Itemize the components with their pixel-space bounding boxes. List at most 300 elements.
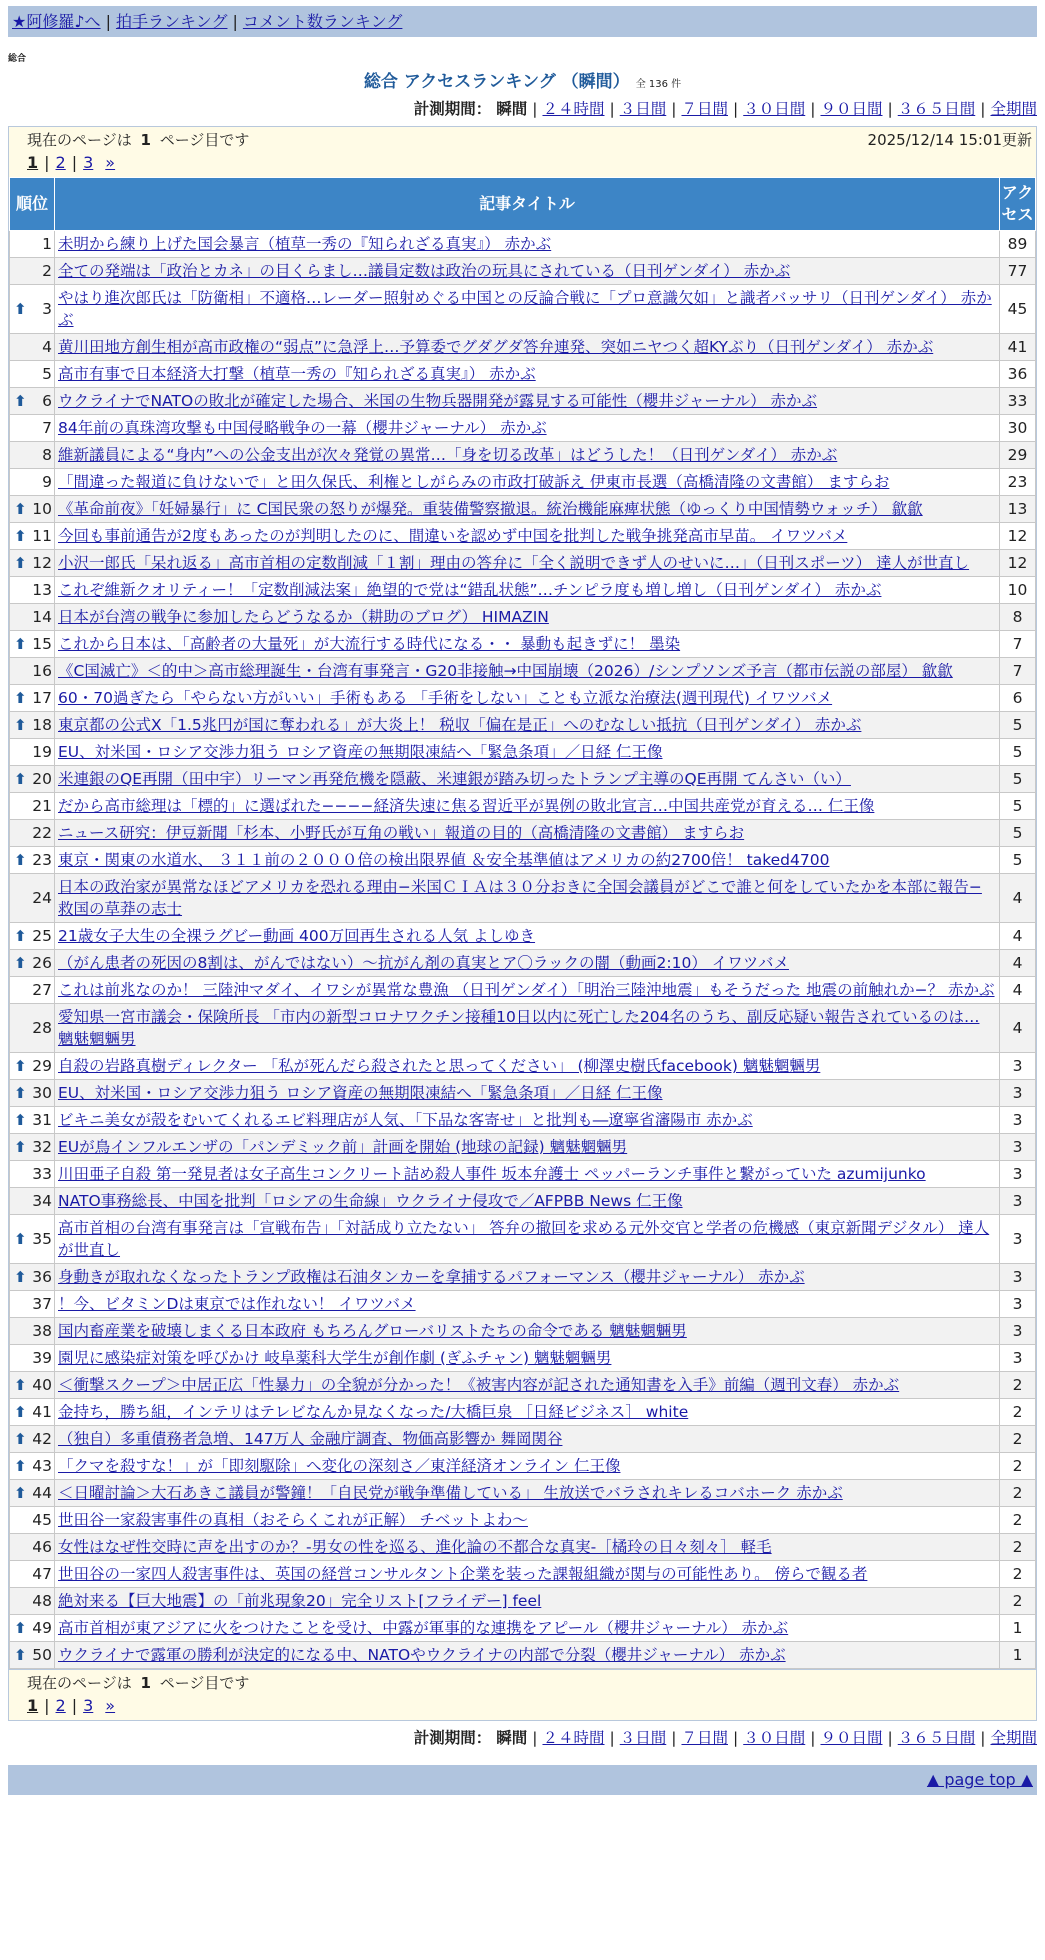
rank-cell — [10, 258, 55, 285]
article-link[interactable]: 金持ち，勝ち組，インテリはテレビなんか見なくなった/大橋巨泉 ［日経ビジネス］ white — [58, 1403, 689, 1421]
rank-up-arrow-icon: ⬆ — [14, 1484, 27, 1502]
table-row — [10, 1107, 1036, 1134]
title-cell — [55, 1399, 1000, 1426]
footer-bar — [8, 1765, 1037, 1795]
title-cell — [55, 1426, 1000, 1453]
rank-number: 8 — [42, 446, 52, 464]
rank-cell — [10, 1615, 55, 1642]
access-count: 13 — [1000, 496, 1036, 523]
page-info-bottom-panel — [8, 1670, 1037, 1721]
article-link[interactable]: 小沢一郎氏「呆れ返る」高市首相の定数削減「１割」理由の答弁に「全く説明できず人のせいに…」（日刊スポーツ） 達人が世直し — [58, 554, 970, 572]
table-row — [10, 712, 1036, 739]
rank-up-arrow-icon: ⬆ — [14, 1619, 27, 1637]
rank-up-arrow-icon: ⬆ — [14, 1084, 27, 1102]
article-link[interactable]: 84年前の真珠湾攻撃も中国侵略戦争の一幕（櫻井ジャーナル） 赤かぶ — [58, 419, 547, 437]
rank-number: 3 — [42, 300, 52, 318]
rank-up-arrow-icon: ⬆ — [14, 1268, 27, 1286]
period-link-90d[interactable]: ９０日間 — [820, 1729, 883, 1747]
title-cell — [55, 1534, 1000, 1561]
period-label: 計測期間： — [413, 100, 492, 118]
article-link[interactable]: 東京・関東の水道水、 ３１１前の２０００倍の検出限界値 ＆安全基準値はアメリカの約2700倍！ taked4700 — [58, 851, 830, 869]
rank-cell — [10, 285, 55, 334]
title-cell — [55, 712, 1000, 739]
rank-cell — [10, 1453, 55, 1480]
rank-number: 46 — [32, 1538, 52, 1556]
comment-ranking-link[interactable]: コメント数ランキング — [242, 12, 403, 31]
total-count: 全 136 件 — [635, 79, 682, 90]
title-cell — [55, 685, 1000, 712]
article-link[interactable]: 維新議員による“身内”への公金支出が次々発覚の異常…「身を切る改革」はどうした！（日刊ゲンダイ） 赤かぶ — [58, 446, 838, 464]
table-row — [10, 1426, 1036, 1453]
rank-cell — [10, 1588, 55, 1615]
access-count: 3 — [1000, 1318, 1036, 1345]
article-link[interactable]: これから日本は、「高齢者の大量死」が大流行する時代になる・・ 暴動も起きずに！ 墨染 — [58, 635, 681, 653]
period-link-all[interactable]: 全期間 — [990, 1729, 1037, 1747]
access-count: 7 — [1000, 658, 1036, 685]
access-count: 1 — [1000, 1642, 1036, 1669]
table-row — [10, 1534, 1036, 1561]
rank-number: 33 — [32, 1165, 52, 1183]
top-navigation-bar — [8, 6, 1037, 37]
period-link-365d[interactable]: ３６５日間 — [897, 1729, 976, 1747]
article-link[interactable]: 未明から練り上げた国会暴言（植草一秀の『知られざる真実』） 赤かぶ — [58, 235, 552, 253]
period-link-365d[interactable]: ３６５日間 — [897, 100, 976, 118]
article-link[interactable]: ビキニ美女が殻をむいてくれるエビ料理店が人気、「下品な客寄せ」と批判も―遼寧省瀋陽市 赤かぶ — [58, 1111, 753, 1129]
rank-number: 7 — [42, 419, 52, 437]
ranking-rows — [10, 231, 1036, 1669]
rank-number: 28 — [32, 1019, 52, 1037]
table-row — [10, 1134, 1036, 1161]
rank-number: 48 — [32, 1592, 52, 1610]
rank-cell — [10, 685, 55, 712]
rank-up-arrow-icon: ⬆ — [14, 954, 27, 972]
rank-cell — [10, 1264, 55, 1291]
pager-next[interactable]: » — [105, 1696, 116, 1715]
article-link[interactable]: 川田亜子自殺 第一発見者は女子高生コンクリート詰め殺人事件 坂本弁護士 ペッパーランチ事件と繋がっていた azumijunko — [58, 1165, 926, 1183]
access-count: 89 — [1000, 231, 1036, 258]
period-link-24h[interactable]: ２４時間 — [542, 1729, 605, 1747]
page-title — [0, 67, 1045, 92]
title-cell — [55, 1161, 1000, 1188]
access-count: 30 — [1000, 415, 1036, 442]
rank-up-arrow-icon: ⬆ — [14, 1057, 27, 1075]
table-row — [10, 442, 1036, 469]
period-link-all[interactable]: 全期間 — [990, 100, 1037, 118]
table-row — [10, 285, 1036, 334]
access-count: 5 — [1000, 766, 1036, 793]
article-link[interactable]: 世田谷の一家四人殺害事件は、英国の経営コンサルタント企業を装った課報組織が関与の可能性あり。 傍らで観る者 — [58, 1565, 868, 1583]
rank-up-arrow-icon: ⬆ — [14, 689, 27, 707]
pager-top: 1 | 2 | 3 » — [27, 153, 116, 172]
rank-cell — [10, 1107, 55, 1134]
title-cell — [55, 1291, 1000, 1318]
period-current: 瞬間 — [496, 100, 528, 118]
rank-number: 41 — [32, 1403, 52, 1421]
current-page-text: 現在のページは 1 ページ目です — [27, 131, 250, 149]
current-page-text: 現在のページは 1 ページ目です — [27, 1674, 250, 1692]
rank-cell — [10, 950, 55, 977]
access-count: 3 — [1000, 1161, 1036, 1188]
article-link[interactable]: EUが鳥インフルエンザの「パンデミック前」計画を開始 (地球の記録) 魑魅魍魎男 — [58, 1138, 628, 1156]
rank-cell — [10, 1215, 55, 1264]
period-link-7d[interactable]: ７日間 — [681, 100, 728, 118]
rank-number: 22 — [32, 824, 52, 842]
access-count: 12 — [1000, 523, 1036, 550]
article-link[interactable]: （がん患者の死因の8割は、がんではない）〜抗がん剤の真実とア〇ラックの闇（動画2:10） イワツバメ — [58, 954, 789, 972]
rank-number: 5 — [42, 365, 52, 383]
table-row — [10, 739, 1036, 766]
article-link[interactable]: やはり進次郎氏は「防衛相」不適格…レーダー照射めぐる中国との反論合戦に「プロ意識欠如」と識者バッサリ（日刊ゲンダイ） 赤かぶ — [58, 289, 992, 329]
article-link[interactable]: 「間違った報道に負けないで」と田久保氏、利権としがらみの市政打破訴え 伊東市長選（高橋清隆の文書館） ますらお — [58, 473, 890, 491]
article-link[interactable]: ニュース研究：伊豆新聞「杉本、小野氏が互角の戦い」報道の目的（高橋清隆の文書館） ますらお — [58, 824, 745, 842]
period-link-24h[interactable]: ２４時間 — [542, 100, 605, 118]
pager-link-2[interactable]: 2 — [55, 1696, 66, 1715]
ranking-table — [9, 177, 1036, 1669]
access-count: 4 — [1000, 977, 1036, 1004]
article-link[interactable]: EU、対米国・ロシア交渉力狙う ロシア資産の無期限凍結へ「緊急条項」／日経 仁王像 — [58, 1084, 663, 1102]
rank-number: 38 — [32, 1322, 52, 1340]
article-link[interactable]: 自殺の岩路真樹ディレクター 「私が死んだら殺されたと思ってください」 (柳澤史樹氏facebook) 魑魅魍魎男 — [58, 1057, 821, 1075]
rank-number: 11 — [32, 527, 52, 545]
article-link[interactable]: 身動きが取れなくなったトランプ政権は石油タンカーを拿捕するパフォーマンス（櫻井ジャーナル） 赤かぶ — [58, 1268, 805, 1286]
title-cell — [55, 1642, 1000, 1669]
access-count: 6 — [1000, 685, 1036, 712]
pager-current-page: 1 — [27, 153, 39, 172]
rank-up-arrow-icon: ⬆ — [14, 1430, 27, 1448]
period-selector-bottom: 計測期間： 瞬間 | ２４時間 | ３日間 | ７日間 | ３０日間 | ９０日間 | ３６５日間 | 全期間 — [413, 1729, 1037, 1747]
title-cell — [55, 231, 1000, 258]
table-row — [10, 469, 1036, 496]
rank-cell — [10, 766, 55, 793]
title-cell — [55, 1053, 1000, 1080]
rank-cell — [10, 1561, 55, 1588]
rank-up-arrow-icon: ⬆ — [14, 554, 27, 572]
article-link[interactable]: だから高市総理は「標的」に選ばれた−−−−経済失速に焦る習近平が異例の敗北宣言…中国共産党が育える… 仁王像 — [58, 797, 875, 815]
period-label: 計測期間： — [413, 1729, 492, 1747]
rank-number: 49 — [32, 1619, 52, 1637]
article-link[interactable]: 米連銀のQE再開（田中宇）リーマン再発危機を隠蔽、米連銀が踏み切ったトランプ主導のQE再開 てんさい（い） — [58, 770, 851, 788]
period-selector-top: 計測期間： 瞬間 | ２４時間 | ３日間 | ７日間 | ３０日間 | ９０日間 | ３６５日間 | 全期間 — [413, 100, 1037, 118]
access-count: 1 — [1000, 1615, 1036, 1642]
period-link-3d[interactable]: ３日間 — [619, 100, 667, 118]
title-cell — [55, 847, 1000, 874]
rank-cell — [10, 1399, 55, 1426]
rank-number: 10 — [32, 500, 52, 518]
article-link[interactable]: これは前兆なのか！ 三陸沖マダイ、イワシが異常な豊漁 （日刊ゲンダイ）「明治三陸沖地震」もそうだった 地震の前触れか−？ 赤かぶ — [58, 981, 995, 999]
title-cell — [55, 1615, 1000, 1642]
access-count: 29 — [1000, 442, 1036, 469]
period-link-3d[interactable]: ３日間 — [619, 1729, 667, 1747]
rank-cell — [10, 1480, 55, 1507]
title-cell — [55, 658, 1000, 685]
rank-number: 2 — [42, 262, 52, 280]
table-row — [10, 361, 1036, 388]
article-link[interactable]: 愛知県一宮市議会・保険所長 「市内の新型コロナワクチン接種10日以内に死亡した204名のうち、副反応疑い報告されているのは… 魑魅魍魎男 — [58, 1008, 980, 1048]
title-cell — [55, 550, 1000, 577]
rank-number: 50 — [32, 1646, 52, 1664]
article-link[interactable]: 60・70過ぎたら「やらない方がいい」手術もある 「手術をしない」ことも立派な治療法(週刊現代) イワツバメ — [58, 689, 833, 707]
rank-cell — [10, 604, 55, 631]
table-row — [10, 231, 1036, 258]
rank-cell — [10, 820, 55, 847]
title-cell — [55, 977, 1000, 1004]
article-link[interactable]: EU、対米国・ロシア交渉力狙う ロシア資産の無期限凍結へ「緊急条項」／日経 仁王像 — [58, 743, 663, 761]
rank-cell — [10, 923, 55, 950]
table-row — [10, 847, 1036, 874]
period-link-30d[interactable]: ３０日間 — [743, 1729, 806, 1747]
article-link[interactable]: 日本の政治家が異常なほどアメリカを恐れる理由−米国ＣＩＡは３０分おきに全国会議員がどこで誰と何をしていたかを本部に報告− 救国の草莽の志士 — [58, 878, 982, 918]
title-cell — [55, 469, 1000, 496]
rank-number: 24 — [32, 889, 52, 907]
access-count: 4 — [1000, 874, 1036, 923]
title-cell — [55, 577, 1000, 604]
pager-next[interactable]: » — [105, 153, 116, 172]
rank-cell — [10, 1291, 55, 1318]
table-row — [10, 577, 1036, 604]
access-count: 3 — [1000, 1345, 1036, 1372]
rank-number: 43 — [32, 1457, 52, 1475]
table-row — [10, 950, 1036, 977]
title-cell — [55, 496, 1000, 523]
title-cell — [55, 1345, 1000, 1372]
period-link-90d[interactable]: ９０日間 — [820, 100, 883, 118]
article-link[interactable]: ！今、ビタミンDは東京では作れない！ イワツバメ — [58, 1295, 416, 1313]
title-cell — [55, 950, 1000, 977]
rank-number: 37 — [32, 1295, 52, 1313]
title-cell — [55, 388, 1000, 415]
asyura-home-link[interactable]: ★阿修羅♪へ — [12, 12, 101, 31]
rank-cell — [10, 658, 55, 685]
period-link-7d[interactable]: ７日間 — [681, 1729, 728, 1747]
rank-cell — [10, 231, 55, 258]
article-link[interactable]: 国内畜産業を破壊しまくる日本政府 もちろんグローバリストたちの命令である 魑魅魍魎男 — [58, 1322, 687, 1340]
rank-number: 14 — [32, 608, 52, 626]
rank-cell — [10, 739, 55, 766]
access-count: 23 — [1000, 469, 1036, 496]
rank-up-arrow-icon: ⬆ — [14, 1111, 27, 1129]
access-count: 5 — [1000, 820, 1036, 847]
rank-cell — [10, 712, 55, 739]
access-count: 5 — [1000, 739, 1036, 766]
separator: | — [232, 12, 238, 31]
access-count: 2 — [1000, 1399, 1036, 1426]
table-row — [10, 1480, 1036, 1507]
article-link[interactable]: ＜日曜討論＞大石あきこ議員が警鐘！「自民党が戦争準備している」 生放送でバラされキレるコバホーク 赤かぶ — [58, 1484, 843, 1502]
title-cell — [55, 1507, 1000, 1534]
rank-cell — [10, 793, 55, 820]
table-row — [10, 1372, 1036, 1399]
article-link[interactable]: 高市首相が東アジアに火をつけたことを受け、中露が軍事的な連携をアピール（櫻井ジャーナル） 赤かぶ — [58, 1619, 789, 1637]
pager-link-3[interactable]: 3 — [83, 1696, 94, 1715]
rank-number: 15 — [32, 635, 52, 653]
title-cell — [55, 766, 1000, 793]
rank-up-arrow-icon: ⬆ — [14, 851, 27, 869]
rank-cell — [10, 847, 55, 874]
article-link[interactable]: 高市首相の台湾有事発言は「宣戦布告」「対話成り立たない」 答弁の撤回を求める元外交官と学者の危機感（東京新聞デジタル） 達人が世直し — [58, 1219, 990, 1259]
title-cell — [55, 604, 1000, 631]
access-count: 7 — [1000, 631, 1036, 658]
access-count: 12 — [1000, 550, 1036, 577]
title-cell — [55, 1588, 1000, 1615]
rank-number: 12 — [32, 554, 52, 572]
article-link[interactable]: 世田谷一家殺害事件の真相（おそらくこれが正解） チベットよわ〜 — [58, 1511, 528, 1529]
title-cell — [55, 874, 1000, 923]
rank-cell — [10, 1053, 55, 1080]
access-count: 4 — [1000, 1004, 1036, 1053]
article-link[interactable]: 日本が台湾の戦争に参加したらどうなるか（耕助のブログ） HIMAZIN — [58, 608, 549, 626]
rank-up-arrow-icon: ⬆ — [14, 927, 27, 945]
article-link[interactable]: ウクライナでNATOの敗北が確定した場合、米国の生物兵器開発が露見する可能性（櫻井ジャーナル） 赤かぶ — [58, 392, 818, 410]
rank-cell — [10, 1318, 55, 1345]
rank-number: 17 — [32, 689, 52, 707]
rank-cell — [10, 550, 55, 577]
article-link[interactable]: 女性はなぜ性交時に声を出すのか？-男女の性を巡る、進化論の不都合な真実-［橘玲の日々刻々］ 軽毛 — [58, 1538, 772, 1556]
rank-up-arrow-icon: ⬆ — [14, 1138, 27, 1156]
rank-cell — [10, 1642, 55, 1669]
table-row — [10, 388, 1036, 415]
article-link[interactable]: 東京都の公式X「1.5兆円が国に奪われる」が大炎上！ 税収「偏在是正」へのむなしい抵抗（日刊ゲンダイ） 赤かぶ — [58, 716, 862, 734]
title-cell — [55, 1004, 1000, 1053]
category-tag: 総合 — [8, 54, 27, 64]
table-row — [10, 977, 1036, 1004]
title-cell — [55, 1372, 1000, 1399]
article-link[interactable]: 絶対来る【巨大地震】の「前兆現象20」完全リスト[フライデー] feel — [58, 1592, 542, 1610]
rank-number: 32 — [32, 1138, 52, 1156]
access-count: 4 — [1000, 950, 1036, 977]
pager-bottom: 1 | 2 | 3 » — [27, 1696, 116, 1715]
updated-timestamp: 2025/12/14 15:01更新 — [867, 131, 1032, 149]
rank-number: 20 — [32, 770, 52, 788]
rank-up-arrow-icon: ⬆ — [14, 500, 27, 518]
article-link[interactable]: ウクライナで露軍の勝利が決定的になる中、NATOやウクライナの内部で分裂（櫻井ジャーナル） 赤かぶ — [58, 1646, 786, 1664]
table-row — [10, 496, 1036, 523]
rank-cell — [10, 523, 55, 550]
rank-up-arrow-icon: ⬆ — [14, 392, 27, 410]
period-link-30d[interactable]: ３０日間 — [743, 100, 806, 118]
applause-ranking-link[interactable]: 拍手ランキング — [115, 12, 228, 31]
table-row — [10, 1453, 1036, 1480]
table-row — [10, 793, 1036, 820]
period-current: 瞬間 — [496, 1729, 528, 1747]
article-link[interactable]: 今回も事前通告が2度もあったのが判明したのに、間違いを認めず中国を批判した戦争挑発高市早苗。 イワツバメ — [58, 527, 848, 545]
rank-number: 23 — [32, 851, 52, 869]
rank-number: 18 — [32, 716, 52, 734]
pager-link-3[interactable]: 3 — [83, 153, 94, 172]
title-cell — [55, 1318, 1000, 1345]
table-row — [10, 1264, 1036, 1291]
rank-column-header: 順位 — [10, 178, 55, 231]
article-link[interactable]: 21歳女子大生の全裸ラグビー動画 400万回再生される人気 よしゆき — [58, 927, 536, 945]
rank-up-arrow-icon: ⬆ — [14, 716, 27, 734]
table-row — [10, 1053, 1036, 1080]
rank-number: 45 — [32, 1511, 52, 1529]
article-link[interactable]: ＜衝撃スクープ＞中居正広「性暴力」の全貌が分かった！《被害内容が記された通知書を入手》前編（週刊文春） 赤かぶ — [58, 1376, 900, 1394]
article-link[interactable]: 園児に感染症対策を呼びかけ 岐阜薬科大学生が創作劇 (ぎふチャン) 魑魅魍魎男 — [58, 1349, 612, 1367]
access-count: 10 — [1000, 577, 1036, 604]
rank-cell — [10, 1345, 55, 1372]
article-link[interactable]: これぞ維新クオリティー！「定数削減法案」絶望的で党は“錯乱状態”…チンピラ度も増し増し（日刊ゲンダイ） 赤かぶ — [58, 581, 882, 599]
rank-cell — [10, 496, 55, 523]
rank-cell — [10, 334, 55, 361]
article-link[interactable]: 《C国滅亡》＜的中＞高市総理誕生・台湾有事発言・G20非接触→中国崩壊（2026）/シンプソンズ予言（都市伝説の部屋） 歙歙 — [58, 662, 953, 680]
rank-up-arrow-icon: ⬆ — [14, 1403, 27, 1421]
rank-cell — [10, 1134, 55, 1161]
access-count: 33 — [1000, 388, 1036, 415]
article-link[interactable]: 全ての発端は「政治とカネ」の目くらまし…議員定数は政治の玩具にされている（日刊ゲンダイ） 赤かぶ — [58, 262, 791, 280]
title-cell — [55, 442, 1000, 469]
table-row — [10, 1188, 1036, 1215]
access-count: 4 — [1000, 923, 1036, 950]
rank-number: 21 — [32, 797, 52, 815]
rank-number: 16 — [32, 662, 52, 680]
article-link[interactable]: 高市有事で日本経済大打撃（植草一秀の『知られざる真実』） 赤かぶ — [58, 365, 536, 383]
rank-cell — [10, 1188, 55, 1215]
rank-cell — [10, 1161, 55, 1188]
article-link[interactable]: NATO事務総長、中国を批判「ロシアの生命線」ウクライナ侵攻で／AFPBB News 仁王像 — [58, 1192, 683, 1210]
article-link[interactable]: 黄川田地方創生相が高市政権の“弱点”に急浮上…予算委でグダグダ答弁連発、突如ニヤつく超KYぶり（日刊ゲンダイ） 赤かぶ — [58, 338, 934, 356]
article-link[interactable]: 《革命前夜》「妊婦暴行」に C国民衆の怒りが爆発。重装備警察撤退。統治機能麻痺状態（ゆっくり中国情勢ウォッチ） 歙歙 — [58, 500, 923, 518]
access-count: 45 — [1000, 285, 1036, 334]
access-count: 5 — [1000, 847, 1036, 874]
access-count: 2 — [1000, 1480, 1036, 1507]
article-link[interactable]: 「クマを殺すな！」が「即刻駆除」へ変化の深刻さ／東洋経済オンライン 仁王像 — [58, 1457, 621, 1475]
table-row — [10, 604, 1036, 631]
rank-number: 31 — [32, 1111, 52, 1129]
title-cell — [55, 1188, 1000, 1215]
article-link[interactable]: （独自）多重債務者急増、147万人 金融庁調査、物価高影響か 舞岡関谷 — [58, 1430, 563, 1448]
title-cell — [55, 1215, 1000, 1264]
rank-number: 34 — [32, 1192, 52, 1210]
title-cell — [55, 361, 1000, 388]
rank-up-arrow-icon: ⬆ — [14, 1230, 27, 1248]
access-count: 41 — [1000, 334, 1036, 361]
table-row — [10, 631, 1036, 658]
title-cell — [55, 258, 1000, 285]
rank-number: 4 — [42, 338, 52, 356]
table-row — [10, 334, 1036, 361]
rank-cell — [10, 1372, 55, 1399]
table-row — [10, 923, 1036, 950]
table-row — [10, 766, 1036, 793]
table-row — [10, 820, 1036, 847]
rank-number: 1 — [42, 235, 52, 253]
pager-link-2[interactable]: 2 — [55, 153, 66, 172]
rank-cell — [10, 874, 55, 923]
table-row — [10, 658, 1036, 685]
page-info-bottom — [9, 1670, 1036, 1720]
table-row — [10, 1004, 1036, 1053]
access-count: 3 — [1000, 1134, 1036, 1161]
title-cell — [55, 631, 1000, 658]
ranking-heading: 総合 アクセスランキング （瞬間） — [363, 72, 630, 92]
rank-up-arrow-icon: ⬆ — [14, 527, 27, 545]
rank-up-arrow-icon: ⬆ — [14, 635, 27, 653]
page-top-link[interactable]: ▲ page top ▲ — [926, 1770, 1033, 1789]
access-count: 5 — [1000, 712, 1036, 739]
title-cell — [55, 1480, 1000, 1507]
table-row — [10, 1080, 1036, 1107]
table-row — [10, 1399, 1036, 1426]
table-row — [10, 523, 1036, 550]
rank-number: 19 — [32, 743, 52, 761]
table-row — [10, 1345, 1036, 1372]
access-column-header: アクセス — [1000, 178, 1036, 231]
access-count: 3 — [1000, 1215, 1036, 1264]
rank-cell — [10, 388, 55, 415]
table-row — [10, 258, 1036, 285]
access-count: 8 — [1000, 604, 1036, 631]
pager-current-page: 1 — [27, 1696, 39, 1715]
